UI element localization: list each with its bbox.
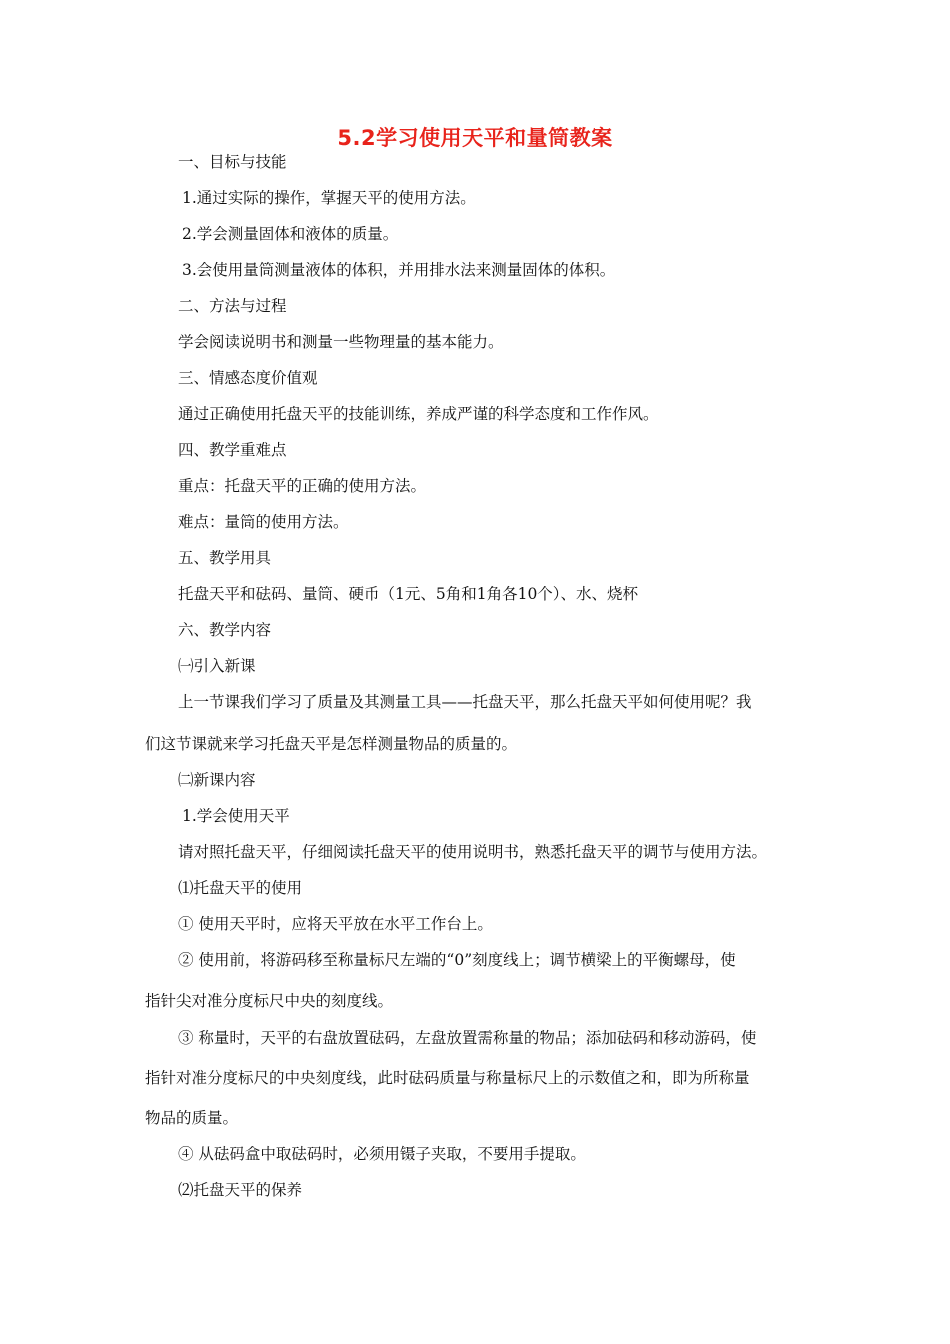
paragraph-values: 通过正确使用托盘天平的技能训练，养成严谨的科学态度和工作作风。: [178, 405, 659, 423]
step-2-line-1: ② 使用前，将游码移至称量标尺左端的“0”刻度线上；调节横梁上的平衡螺母，使: [178, 951, 736, 969]
step-3-line-1: ③ 称量时，天平的右盘放置砝码，左盘放置需称量的物品；添加砝码和移动游码，使: [178, 1029, 757, 1047]
paragraph-tools: 托盘天平和砝码、量筒、硬币（1元、5角和1角各10个）、水、烧杯: [178, 585, 639, 603]
step-3-line-3: 物品的质量。: [145, 1109, 239, 1127]
paragraph-methods: 学会阅读说明书和测量一些物理量的基本能力。: [178, 333, 504, 351]
goal-item-2: 2.学会测量固体和液体的质量。: [182, 225, 399, 243]
subheading-learn-balance: 1.学会使用天平: [182, 807, 290, 825]
paragraph-read-manual: 请对照托盘天平，仔细阅读托盘天平的使用说明书，熟悉托盘天平的调节与使用方法。: [178, 843, 768, 861]
heading-key-points: 四、教学重难点: [178, 441, 287, 459]
paragraph-intro-line-2: 们这节课就来学习托盘天平是怎样测量物品的质量的。: [145, 735, 518, 753]
subheading-balance-care: ⑵托盘天平的保养: [178, 1181, 303, 1199]
step-4: ④ 从砝码盒中取砝码时，必须用镊子夹取，不要用手提取。: [178, 1145, 586, 1163]
paragraph-difficulty: 难点：量筒的使用方法。: [178, 513, 349, 531]
subheading-new-content: ㈡新课内容: [178, 771, 256, 789]
goal-item-1: 1.通过实际的操作，掌握天平的使用方法。: [182, 189, 476, 207]
heading-methods: 二、方法与过程: [178, 297, 287, 315]
paragraph-intro-line-1: 上一节课我们学习了质量及其测量工具——托盘天平，那么托盘天平如何使用呢？我: [178, 693, 752, 711]
paragraph-key-point: 重点：托盘天平的正确的使用方法。: [178, 477, 427, 495]
subheading-intro: ㈠引入新课: [178, 657, 256, 675]
heading-goals: 一、目标与技能: [178, 153, 287, 171]
heading-content: 六、教学内容: [178, 621, 272, 639]
document-title: 5.2学习使用天平和量筒教案: [337, 126, 613, 150]
step-3-line-2: 指针对准分度标尺的中央刻度线，此时砝码质量与称量标尺上的示数值之和，即为所称量: [145, 1069, 750, 1087]
subheading-balance-use: ⑴托盘天平的使用: [178, 879, 303, 897]
heading-values: 三、情感态度价值观: [178, 369, 318, 387]
goal-item-3: 3.会使用量筒测量液体的体积，并用排水法来测量固体的体积。: [182, 261, 616, 279]
step-2-line-2: 指针尖对准分度标尺中央的刻度线。: [145, 992, 394, 1010]
heading-tools: 五、教学用具: [178, 549, 272, 567]
step-1: ① 使用天平时，应将天平放在水平工作台上。: [178, 915, 493, 933]
